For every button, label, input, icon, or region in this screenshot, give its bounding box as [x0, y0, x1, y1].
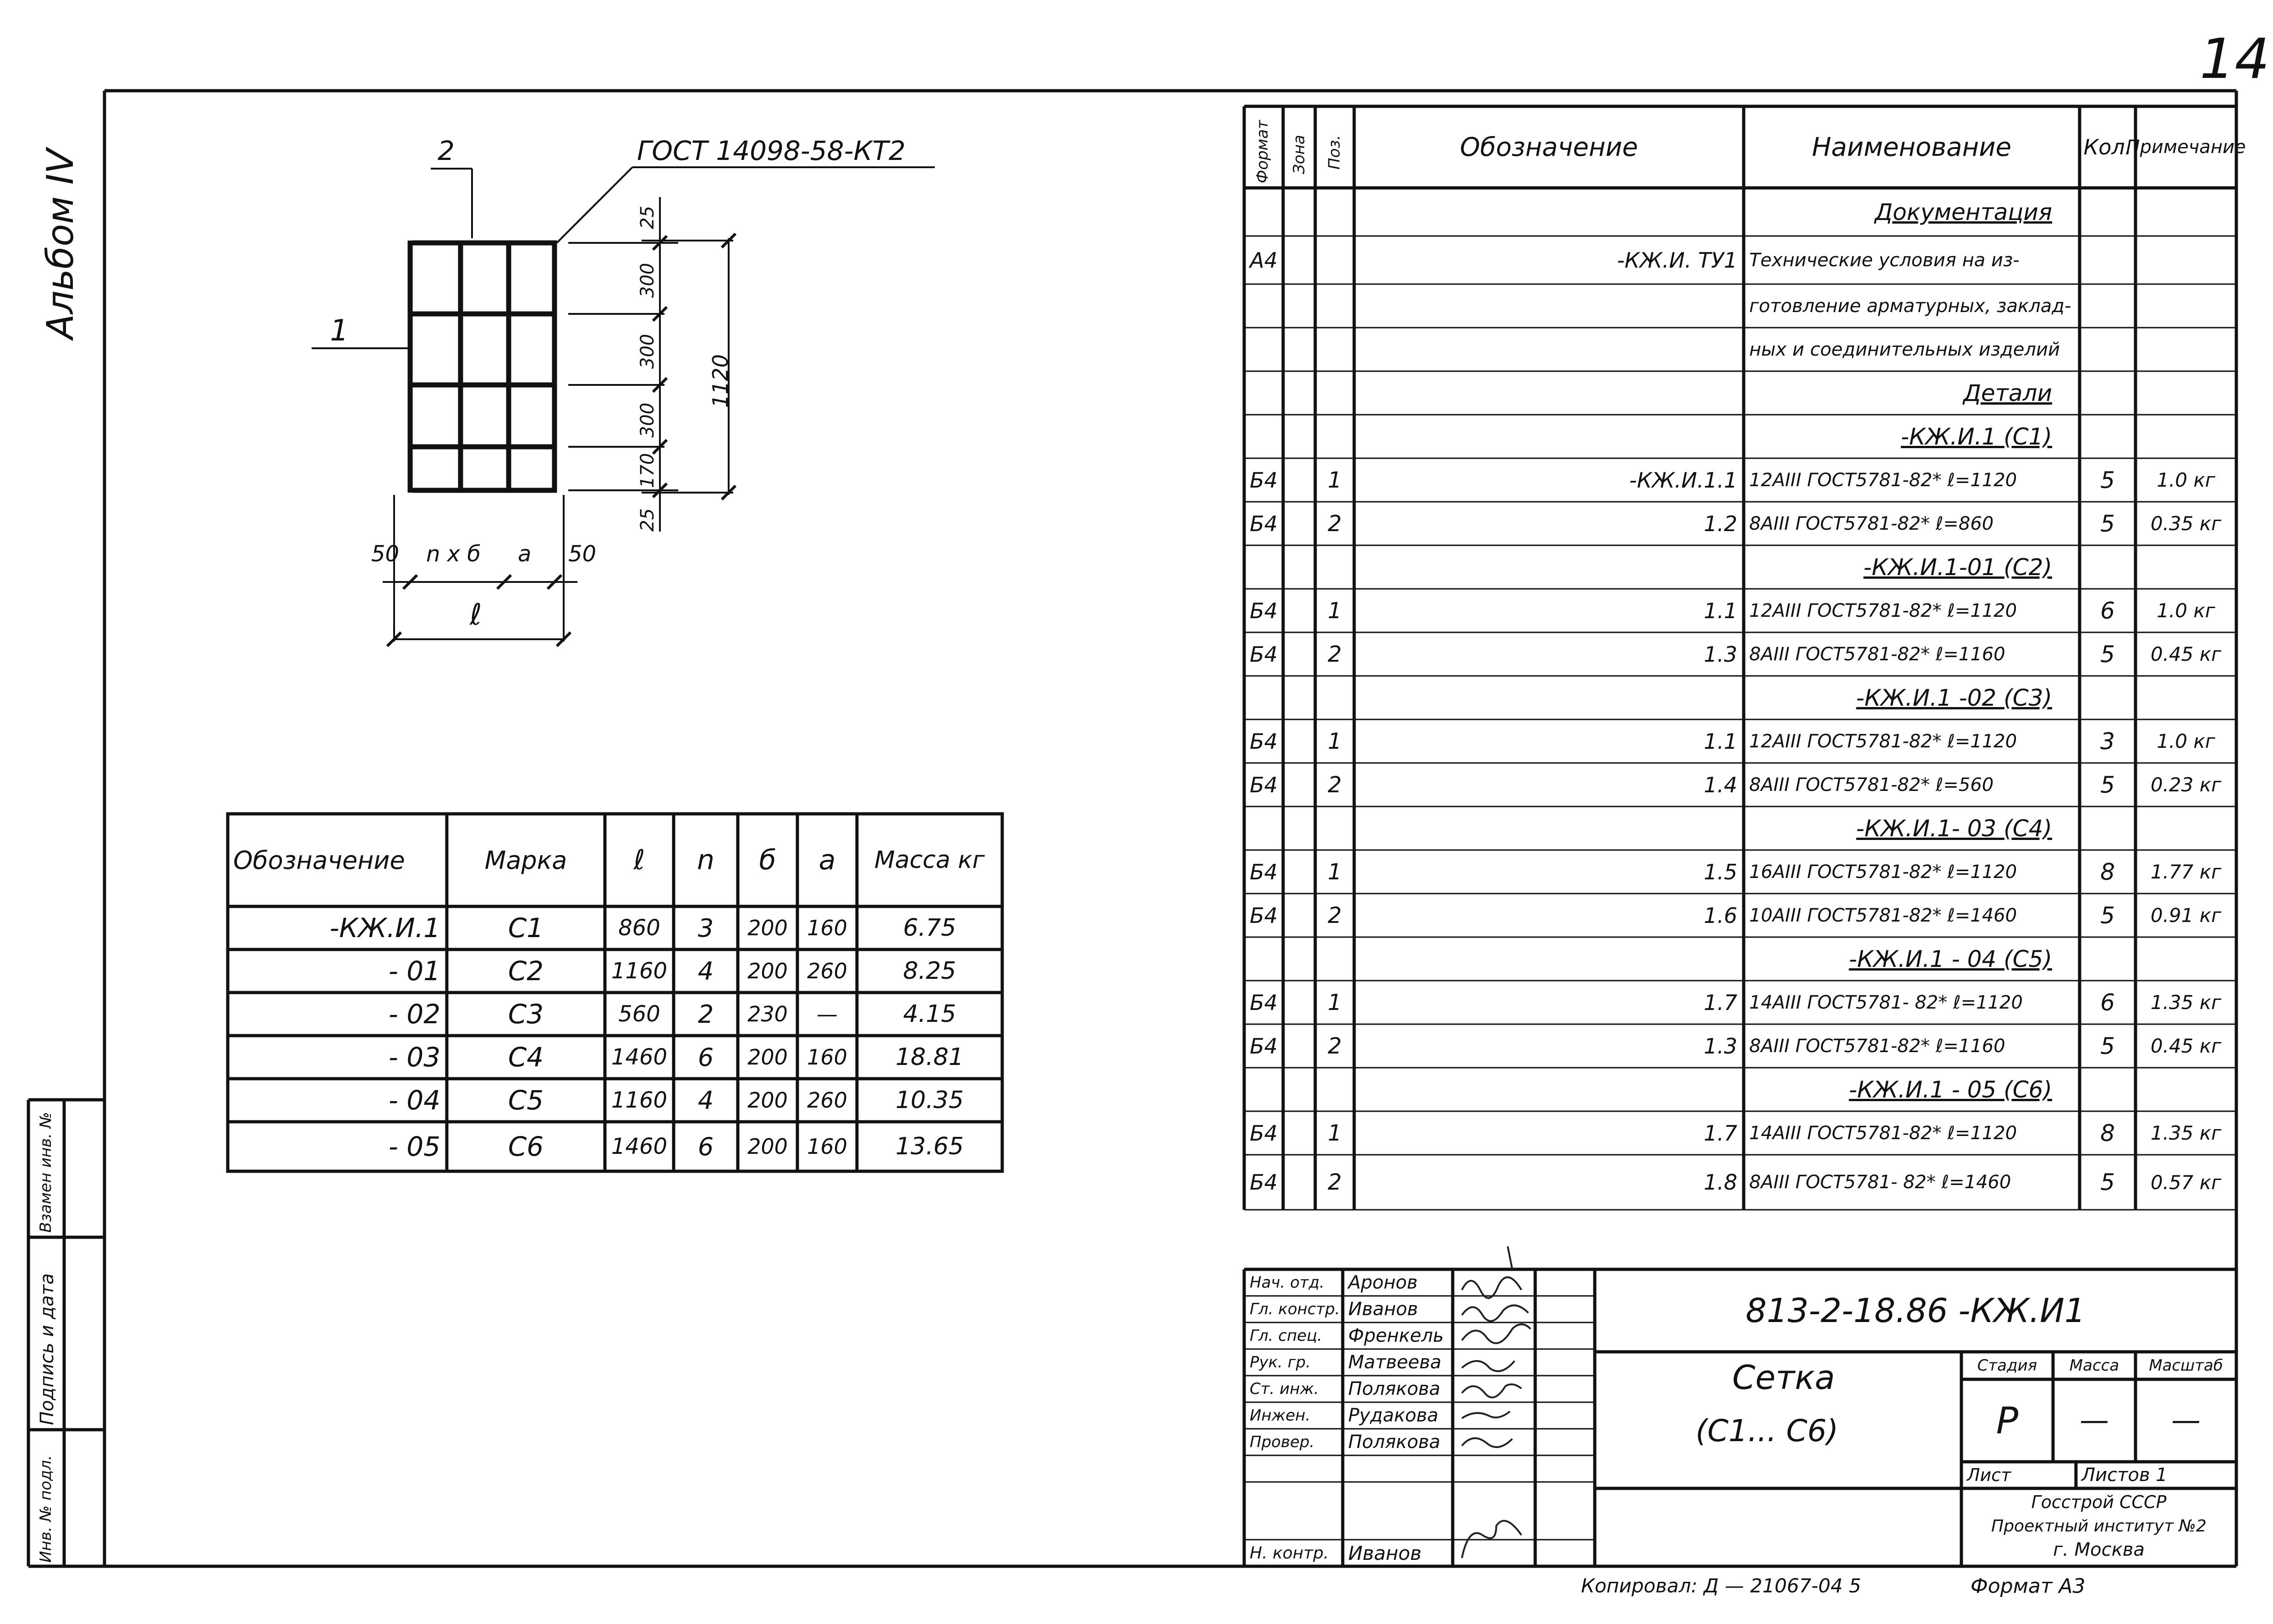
spec-row-z [1283, 937, 1315, 981]
spec-row-f: Б4 [1250, 511, 1278, 536]
spec-row-o [1354, 371, 1744, 415]
spec-row-z [1283, 850, 1315, 894]
spec-row-k: 5 [2100, 641, 2115, 668]
spec-row-o: 1.2 [1703, 511, 1737, 536]
spec-row-n: 8АIII ГОСТ5781-82* ℓ=560 [1749, 774, 1994, 796]
stadia-value: Р [1996, 1399, 2019, 1442]
dim-300-a: 300 [637, 263, 658, 298]
spec-row-n: Детали [1963, 379, 2052, 406]
left-table-cell-a: 260 [807, 1088, 847, 1113]
list-label: Лист [1967, 1465, 2011, 1485]
spec-row-k: 5 [2100, 771, 2115, 798]
masshtab-label: Масштаб [2149, 1356, 2223, 1375]
left-table-cell-marka: С4 [508, 1042, 544, 1073]
spec-header-format: Формат [1253, 120, 1272, 183]
dim-300-c: 300 [637, 402, 658, 438]
spec-row-pr [2136, 188, 2236, 236]
spec-row-p [1315, 676, 1354, 719]
spec-row-p [1315, 415, 1354, 458]
mesh-sketch [410, 241, 557, 493]
signer-role: Провер. [1250, 1433, 1315, 1451]
signer-name: Матвеева [1348, 1352, 1442, 1373]
spec-row-p [1315, 807, 1354, 850]
left-table-cell-massa: 13.65 [895, 1133, 964, 1160]
spec-row-o: -КЖ.И.1.1 [1629, 467, 1737, 493]
left-table-cell-a: 260 [807, 959, 847, 983]
left-table-cell-oboz: - 04 [388, 1085, 440, 1116]
spec-row-k: 3 [2100, 728, 2115, 755]
spec-row-f: Б4 [1250, 859, 1278, 884]
spec-row-k [2080, 284, 2136, 328]
spec-row-p: 2 [1328, 1169, 1342, 1195]
side-label-podpis-data: Подпись и дата [37, 1273, 58, 1425]
spec-row-o [1354, 937, 1744, 981]
spec-row-f: А4 [1250, 247, 1278, 273]
signer-role: Гл. констр. [1250, 1300, 1340, 1318]
signer-role: Рук. гр. [1250, 1353, 1311, 1372]
spec-row-k [2080, 415, 2136, 458]
spec-row-pr: 0.45 кг [2150, 1035, 2222, 1057]
side-label-inv-podl: Инв. № подл. [37, 1455, 55, 1563]
spec-row-z [1283, 236, 1315, 284]
spec-row-n: Документация [1875, 198, 2052, 225]
spec-row-k [2080, 236, 2136, 284]
spec-row-pr: 0.35 кг [2150, 512, 2222, 535]
spec-row-n: 14АIII ГОСТ5781-82* ℓ=1120 [1749, 1122, 2017, 1144]
side-label-vzam-inv: Взамен инв. № [37, 1112, 55, 1233]
spec-row-pr: 1.77 кг [2150, 861, 2222, 883]
spec-row-n: -КЖ.И.1 (С1) [1900, 423, 2052, 450]
left-table-cell-n: 3 [697, 913, 714, 943]
massa-label: Масса [2069, 1356, 2119, 1375]
spec-row-n: 12АIII ГОСТ5781-82* ℓ=1120 [1749, 469, 2017, 491]
spec-row-p: 1 [1328, 1120, 1342, 1146]
spec-row-k: 8 [2100, 1119, 2115, 1147]
spec-row-pr: 1.0 кг [2157, 599, 2215, 622]
album-label: Альбом IV [39, 148, 82, 339]
spec-row-z [1283, 1068, 1315, 1111]
dim-25-top: 25 [637, 206, 658, 229]
spec-row-p [1315, 1068, 1354, 1111]
dim-bottom-50-left: 50 [371, 541, 400, 567]
spec-row-k [2080, 676, 2136, 719]
spec-row-k: 5 [2100, 466, 2115, 494]
left-table-cell-marka: С1 [508, 912, 544, 944]
spec-row-o: 1.4 [1703, 772, 1737, 797]
left-table-cell-n: 6 [697, 1132, 714, 1161]
signer-name: Полякова [1348, 1378, 1440, 1399]
left-table-cell-l: 560 [618, 1001, 660, 1027]
spec-row-f: Б4 [1250, 1120, 1278, 1146]
spec-row-pr [2136, 937, 2236, 981]
left-table-cell-oboz: - 05 [388, 1131, 440, 1162]
spec-row-pr: 0.23 кг [2150, 774, 2222, 796]
spec-row-pr [2136, 415, 2236, 458]
spec-row-o [1354, 284, 1744, 328]
spec-row-n: Технические условия на из- [1749, 249, 2020, 271]
spec-row-o [1354, 328, 1744, 371]
spec-row-pr: 1.35 кг [2150, 991, 2222, 1014]
spec-row-pr: 0.45 кг [2150, 643, 2222, 665]
spec-row-k: 5 [2100, 1032, 2115, 1059]
spec-row-k [2080, 937, 2136, 981]
left-table-cell-massa: 18.81 [895, 1043, 964, 1071]
left-table-cell-b: 200 [747, 1088, 788, 1113]
spec-row-f: Б4 [1250, 598, 1278, 623]
spec-row-z [1283, 763, 1315, 807]
spec-row-z [1283, 1111, 1315, 1155]
spec-row-z [1283, 284, 1315, 328]
left-table-cell-a: 160 [807, 916, 847, 940]
spec-row-p: 2 [1328, 510, 1342, 537]
spec-row-f: Б4 [1250, 903, 1278, 928]
left-table-cell-oboz: - 01 [388, 955, 440, 987]
spec-row-o [1354, 676, 1744, 719]
spec-row-p [1315, 937, 1354, 981]
spec-row-n: 14АIII ГОСТ5781- 82* ℓ=1120 [1749, 992, 2023, 1013]
spec-row-o: 1.3 [1703, 642, 1737, 667]
spec-row-f [1244, 807, 1283, 850]
signer-name: Френкель [1348, 1325, 1444, 1346]
spec-row-f: Б4 [1250, 642, 1278, 667]
spec-row-z [1283, 371, 1315, 415]
spec-row-k [2080, 807, 2136, 850]
left-table-cell-b: 200 [747, 1045, 788, 1070]
spec-row-n: 12АIII ГОСТ5781-82* ℓ=1120 [1749, 730, 2017, 752]
left-table-cell-massa: 8.25 [903, 957, 956, 985]
spec-row-n: 8АIII ГОСТ5781-82* ℓ=1160 [1749, 643, 2005, 665]
dim-25-bottom: 25 [637, 508, 658, 532]
spec-row-p: 1 [1328, 728, 1342, 754]
spec-row-pr: 1.0 кг [2157, 469, 2215, 491]
spec-row-o: 1.7 [1703, 1120, 1737, 1146]
dim-300-b: 300 [637, 334, 658, 369]
org-line-2: Проектный институт №2 [1991, 1516, 2207, 1536]
spec-row-n: 8АIII ГОСТ5781- 82* ℓ=1460 [1749, 1172, 2011, 1193]
spec-row-o [1354, 807, 1744, 850]
spec-row-p: 2 [1328, 902, 1342, 928]
gost-label: ГОСТ 14098-58-КТ2 [637, 135, 906, 166]
spec-row-f: Б4 [1250, 1033, 1278, 1059]
left-table-cell-l: 860 [618, 915, 660, 941]
left-table-header-marka: Марка [484, 845, 567, 875]
spec-row-pr: 0.91 кг [2150, 904, 2222, 927]
left-table-cell-b: 200 [747, 959, 788, 983]
spec-row-o [1354, 545, 1744, 589]
spec-row-pr [2136, 807, 2236, 850]
left-table-cell-oboz: - 02 [388, 999, 440, 1030]
spec-row-z [1283, 719, 1315, 763]
spec-row-f [1244, 1068, 1283, 1111]
spec-row-p: 1 [1328, 598, 1342, 624]
spec-row-p: 2 [1328, 641, 1342, 667]
spec-row-z [1283, 894, 1315, 937]
spec-row-z [1283, 415, 1315, 458]
signer-role: Инжен. [1250, 1406, 1311, 1425]
spec-row-p [1315, 188, 1354, 236]
spec-row-z [1283, 328, 1315, 371]
left-table-cell-b: 230 [747, 1002, 788, 1026]
spec-row-f: Б4 [1250, 772, 1278, 797]
spec-row-k [2080, 188, 2136, 236]
spec-row-p [1315, 284, 1354, 328]
spec-row-z [1283, 188, 1315, 236]
spec-row-k: 6 [2100, 597, 2115, 624]
spec-row-z [1283, 589, 1315, 632]
spec-row-pr: 1.35 кг [2150, 1122, 2222, 1144]
left-table-header-l: ℓ [633, 844, 645, 876]
spec-row-z [1283, 807, 1315, 850]
spec-row-f [1244, 284, 1283, 328]
spec-row-o: 1.8 [1703, 1170, 1737, 1195]
org-line-3: г. Москва [2053, 1539, 2145, 1560]
spec-row-f [1244, 415, 1283, 458]
spec-row-o [1354, 188, 1744, 236]
left-table-cell-massa: 6.75 [903, 914, 956, 942]
spec-row-f: Б4 [1250, 990, 1278, 1015]
spec-row-f [1244, 676, 1283, 719]
spec-row-n: 8АIII ГОСТ5781-82* ℓ=1160 [1749, 1035, 2005, 1057]
spec-row-p [1315, 371, 1354, 415]
left-table-cell-oboz: - 03 [388, 1042, 440, 1073]
spec-row-f [1244, 545, 1283, 589]
left-table-header-oboz: Обозначение [233, 845, 405, 875]
footer-format: Формат А3 [1971, 1575, 2086, 1598]
signer-name: Полякова [1348, 1432, 1440, 1453]
left-table-cell-n: 4 [697, 1086, 714, 1115]
left-table-cell-marka: С3 [508, 999, 544, 1030]
spec-row-k: 5 [2100, 1169, 2115, 1196]
spec-row-n: готовление арматурных, заклад- [1749, 295, 2071, 317]
signer-name: Аронов [1348, 1272, 1418, 1293]
left-table-cell-b: 200 [747, 916, 788, 940]
massa-value: — [2080, 1404, 2109, 1437]
spec-row-o: -КЖ.И. ТУ1 [1617, 247, 1737, 273]
spec-row-p [1315, 545, 1354, 589]
left-table-cell-l: 1160 [611, 958, 668, 984]
left-table-cell-n: 6 [697, 1042, 714, 1072]
position-2-label: 2 [438, 135, 455, 166]
spec-row-pr [2136, 545, 2236, 589]
signer-name: Иванов [1348, 1299, 1418, 1320]
drawing-subtitle: (С1... С6) [1696, 1413, 1839, 1448]
spec-row-k: 6 [2100, 989, 2115, 1016]
spec-row-f: Б4 [1250, 1170, 1278, 1195]
spec-row-o: 1.3 [1703, 1033, 1737, 1059]
spec-row-o: 1.6 [1703, 903, 1737, 928]
left-table-header-b: б [759, 844, 776, 876]
spec-row-k: 8 [2100, 858, 2115, 885]
masshtab-value: — [2171, 1404, 2201, 1437]
spec-row-z [1283, 458, 1315, 502]
dim-total-height: 1120 [708, 354, 733, 408]
spec-row-z [1283, 1024, 1315, 1068]
spec-row-pr: 0.57 кг [2150, 1171, 2222, 1194]
spec-row-k: 5 [2100, 510, 2115, 537]
spec-row-f: Б4 [1250, 729, 1278, 754]
spec-row-pr [2136, 328, 2236, 371]
spec-row-p: 2 [1328, 772, 1342, 798]
spec-row-pr [2136, 676, 2236, 719]
left-table-cell-oboz: -КЖ.И.1 [329, 912, 440, 944]
spec-row-p: 1 [1328, 859, 1342, 885]
dim-170: 170 [637, 453, 658, 488]
drawing-title: Сетка [1732, 1358, 1835, 1397]
dim-bottom-50-right: 50 [568, 541, 597, 567]
spec-row-o: 1.1 [1703, 729, 1737, 754]
left-table-header-a: а [818, 844, 836, 876]
left-table-cell-massa: 4.15 [903, 1000, 956, 1028]
spec-row-o [1354, 415, 1744, 458]
spec-row-f [1244, 371, 1283, 415]
spec-row-o [1354, 1068, 1744, 1111]
spec-row-p: 2 [1328, 1033, 1342, 1059]
spec-row-f [1244, 328, 1283, 371]
left-table-cell-marka: С5 [508, 1085, 544, 1116]
spec-row-z [1283, 545, 1315, 589]
dim-bottom-nxb: n x б [426, 541, 481, 567]
spec-row-z [1283, 502, 1315, 545]
spec-row-pr [2136, 1068, 2236, 1111]
spec-row-pr: 1.0 кг [2157, 730, 2215, 752]
spec-row-k [2080, 371, 2136, 415]
spec-row-f: Б4 [1250, 467, 1278, 493]
spec-row-pr [2136, 284, 2236, 328]
spec-row-n: -КЖ.И.1- 03 (С4) [1856, 815, 2052, 842]
spec-header-kol: Кол. [2083, 135, 2132, 159]
left-table-cell-l: 1460 [611, 1134, 668, 1159]
left-table-cell-marka: С2 [508, 955, 544, 987]
stadia-label: Стадия [1977, 1356, 2037, 1375]
spec-header-naim: Наименование [1812, 132, 2012, 162]
spec-row-k [2080, 328, 2136, 371]
signer-name: Рудакова [1348, 1405, 1438, 1426]
left-table-cell-massa: 10.35 [895, 1086, 964, 1114]
signer-role: Нач. отд. [1250, 1273, 1325, 1292]
signer-role: Ст. инж. [1250, 1380, 1319, 1398]
spec-row-n: 12АIII ГОСТ5781-82* ℓ=1120 [1749, 600, 2017, 621]
document-code: 813-2-18.86 -КЖ.И1 [1746, 1291, 2086, 1330]
spec-row-n: 8АIII ГОСТ5781-82* ℓ=860 [1749, 513, 1994, 534]
left-table-cell-marka: С6 [508, 1131, 544, 1162]
left-table-cell-a: — [817, 1002, 838, 1026]
spec-row-n: -КЖ.И.1 -02 (С3) [1856, 684, 2052, 711]
left-table-header-massa: Масса кг [874, 846, 985, 874]
spec-row-k [2080, 1068, 2136, 1111]
spec-row-k: 5 [2100, 902, 2115, 929]
spec-row-pr [2136, 371, 2236, 415]
spec-header-oboz: Обозначение [1460, 132, 1638, 162]
listov-label: Листов 1 [2081, 1465, 2168, 1486]
sheet-number: 14 [2200, 27, 2270, 91]
left-table-cell-n: 4 [697, 956, 714, 986]
spec-row-n: 16АIII ГОСТ5781-82* ℓ=1120 [1749, 861, 2017, 883]
spec-row-f [1244, 937, 1283, 981]
left-table-cell-b: 200 [747, 1134, 788, 1159]
spec-row-pr [2136, 236, 2236, 284]
spec-row-n: -КЖ.И.1 - 04 (С5) [1849, 945, 2052, 972]
dim-length-symbol: ℓ [470, 598, 482, 632]
footer-copied: Копировал: Д — 21067-04 5 [1581, 1575, 1861, 1597]
left-table-cell-a: 160 [807, 1134, 847, 1159]
org-line-1: Госстрой СССР [2031, 1492, 2167, 1512]
signer-role: Гл. спец. [1250, 1327, 1323, 1345]
spec-row-o: 1.1 [1703, 598, 1737, 623]
spec-header-zona: Зона [1290, 135, 1308, 174]
spec-row-n: -КЖ.И.1-01 (С2) [1863, 554, 2052, 581]
left-table-header-n: n [697, 844, 715, 876]
spec-row-z [1283, 676, 1315, 719]
spec-row-p [1315, 328, 1354, 371]
left-table-cell-l: 1460 [611, 1044, 668, 1070]
spec-row-z [1283, 632, 1315, 676]
spec-header-poz: Поз. [1325, 135, 1344, 170]
spec-row-p: 1 [1328, 467, 1342, 493]
spec-row-p: 1 [1328, 989, 1342, 1015]
spec-row-o: 1.7 [1703, 990, 1737, 1015]
position-1-label: 1 [330, 314, 349, 348]
spec-row-f [1244, 188, 1283, 236]
spec-row-p [1315, 236, 1354, 284]
left-table-cell-n: 2 [697, 999, 714, 1029]
spec-row-n: 10АIII ГОСТ5781-82* ℓ=1460 [1749, 905, 2017, 926]
left-table-cell-a: 160 [807, 1045, 847, 1070]
dim-bottom-a: а [518, 541, 532, 567]
spec-row-k [2080, 545, 2136, 589]
spec-row-o: 1.5 [1703, 859, 1737, 884]
n-kontr-role: Н. контр. [1250, 1543, 1329, 1563]
spec-header-prim: Примечание [2126, 137, 2246, 158]
spec-row-n: -КЖ.И.1 - 05 (С6) [1849, 1076, 2052, 1103]
spec-row-z [1283, 981, 1315, 1024]
spec-row-n: ных и соединительных изделий [1749, 339, 2060, 360]
spec-row-z [1283, 1155, 1315, 1210]
left-table-cell-l: 1160 [611, 1087, 668, 1113]
n-kontr-name: Иванов [1348, 1542, 1422, 1564]
